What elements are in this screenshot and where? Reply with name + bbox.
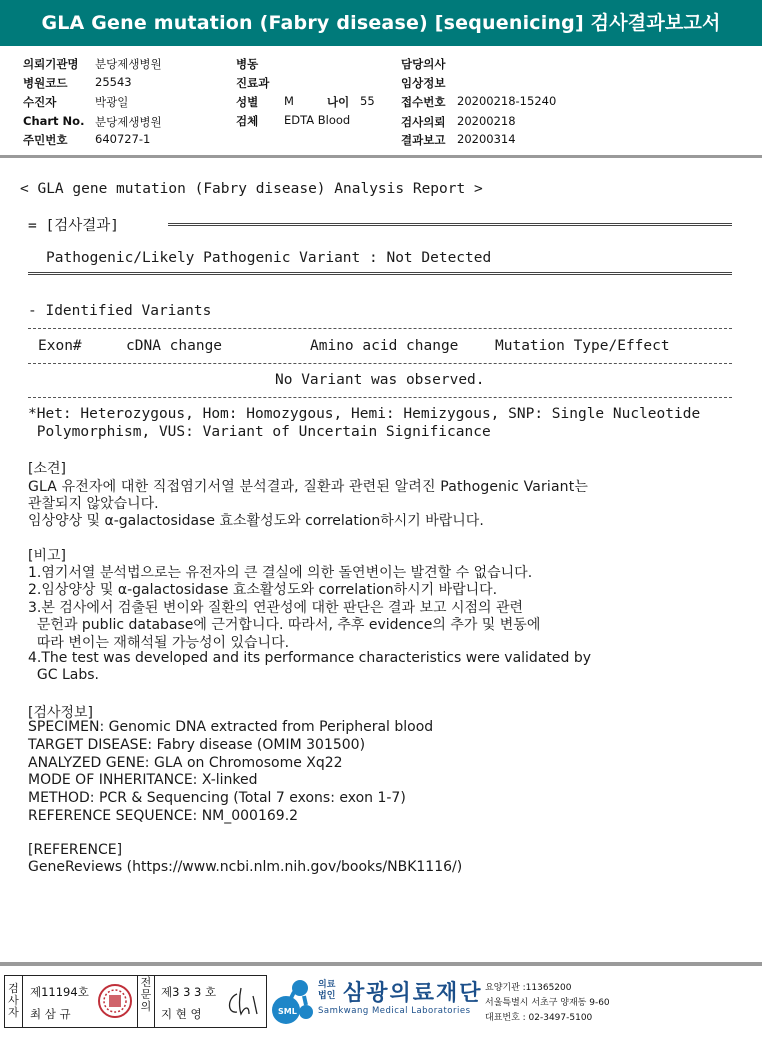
info-row [23,75,132,91]
seal-stamp [97,983,133,1019]
test-info-line: MODE OF INHERITANCE: X-linked [28,772,258,788]
opinion-title: [소견] [28,461,66,477]
specialist-license: 제3 3 3 호 [161,985,217,999]
specialist-label-text: 전문의 [140,976,152,1013]
info-value: 20200218 [457,114,516,128]
no-variant-text: No Variant was observed. [275,372,485,388]
test-info-line: ANALYZED GENE: GLA on Chromosome Xq22 [28,755,343,771]
test-info-line: SPECIMEN: Genomic DNA extracted from Peripheral blood [28,719,434,735]
age-label: 나이 [327,95,350,109]
result-line: Pathogenic/Likely Pathogenic Variant : Not Detected [46,250,492,266]
age-row [327,94,375,110]
org-prefix-line: 의료 [318,980,336,990]
header-divider [0,155,762,158]
opinion-line: 관찰되지 않았습니다. [28,496,159,512]
remarks-line: 1.염기서열 분석법으로는 유전자의 큰 결실에 의한 돌연변이는 발견할 수 없습니다. [28,565,533,581]
test-info-line: TARGET DISEASE: Fabry disease (OMIM 301500) [28,737,366,753]
info-row [236,56,258,72]
info-label: Chart No. [23,114,85,128]
remarks-title: [비고] [28,548,66,564]
test-info-line: REFERENCE SEQUENCE: NM_000169.2 [28,808,299,824]
remarks-line: 4.The test was developed and its performance characteristics were validated by [28,650,592,666]
info-row [236,75,269,91]
table-header: Mutation Type/Effect [495,338,670,354]
info-label: 의뢰기관명 [23,57,79,71]
double-rule [168,223,732,226]
tester-name: 최 삼 규 [30,1007,71,1021]
info-value: 박광일 [95,95,129,109]
tester-label-text: 검사자 [8,982,19,1019]
info-label: 검체 [236,114,259,128]
footer-divider [0,962,762,966]
info-row [23,114,162,129]
table-header: Exon# [38,338,82,354]
info-label: 담당의사 [401,57,446,71]
result-section-title: = [검사결과] [28,218,128,234]
info-value: M [284,94,294,108]
info-label: 검사의뢰 [401,115,446,129]
tester-label [5,976,23,1027]
org-name: 삼광의료재단 [343,981,483,1006]
logo-text: SML [278,1007,297,1016]
info-label: 주민번호 [23,133,68,147]
info-value: 25543 [95,75,132,89]
specialist-label [137,976,155,1027]
signature-box [4,975,267,1028]
age-value: 55 [360,94,375,108]
report-heading: < GLA gene mutation (Fabry disease) Analysis Report > [20,181,483,197]
info-row [401,75,445,91]
identified-variants-heading: - Identified Variants [28,303,212,319]
info-label: 병동 [236,57,259,71]
info-label: 접수번호 [401,95,446,109]
info-value: EDTA Blood [284,113,351,127]
test-info-line: METHOD: PCR & Sequencing (Total 7 exons: exon 1-7) [28,790,406,806]
info-label: 수진자 [23,95,57,109]
info-value: 20200218-15240 [457,94,557,108]
table-header: cDNA change [126,338,223,354]
org-english-name: Samkwang Medical Laboratories [318,1006,471,1016]
report-title: GLA Gene mutation (Fabry disease) [sequenicing] 검사결과보고서 [0,0,762,46]
info-row [401,132,516,148]
opinion-line: 임상양상 및 α-galactosidase 효소활성도와 correlation하시기 바랍니다. [28,513,484,529]
tester-license: 제11194호 [30,985,89,999]
info-label: 결과보고 [401,133,446,147]
abbreviation-line: *Het: Heterozygous, Hom: Homozygous, Hemi: Hemizygous, SNP: Single Nucleotide [28,406,701,422]
table-header: Amino acid change [310,338,459,354]
remarks-line: 3.본 검사에서 검출된 변이와 질환의 연관성에 대한 판단은 결과 보고 시점의 관련 [28,600,524,616]
info-label: 병원코드 [23,76,68,90]
dashed-rule [28,363,732,364]
test-info-title: [검사정보] [28,705,94,721]
org-prefix [318,980,335,1002]
handwritten-signature [223,984,263,1020]
remarks-line: 따라 변이는 재해석될 가능성이 있습니다. [28,635,290,651]
org-address: 서울특별시 서초구 양재동 9-60 [485,998,610,1008]
org-code: 요양기관 :11365200 [485,983,572,993]
info-row [401,114,516,130]
remarks-line: GC Labs. [28,667,99,683]
info-row [23,132,151,148]
abbreviation-line: Polymorphism, VUS: Variant of Uncertain Significance [28,424,491,440]
info-row [23,56,162,72]
org-prefix-line: 법인 [318,991,336,1001]
info-value: 분당제생병원 [95,57,162,71]
info-label: 임상정보 [401,76,446,90]
info-row [401,56,445,72]
info-row [401,94,557,110]
reference-line: GeneReviews (https://www.ncbi.nlm.nih.gov/books/NBK1116/) [28,859,463,875]
opinion-line: GLA 유전자에 대한 직접염기서열 분석결과, 질환과 관련된 알려진 Pathogenic Variant는 [28,479,589,495]
dashed-rule [28,328,732,329]
info-row [23,94,129,110]
info-value: 640727-1 [95,132,151,146]
info-row [236,113,351,129]
remarks-line: 2.임상양상 및 α-galactosidase 효소활성도와 correlation하시기 바랍니다. [28,582,498,598]
info-label: 진료과 [236,76,270,90]
info-value: 20200314 [457,132,516,146]
org-phone: 대표번호 : 02-3497-5100 [485,1013,593,1023]
sml-logo-icon [270,976,316,1028]
info-row [236,94,294,110]
dashed-rule [28,397,732,398]
specialist-name: 지 현 영 [161,1007,202,1021]
reference-title: [REFERENCE] [28,842,123,858]
info-value: 분당제생병원 [95,115,162,129]
info-label: 성별 [236,95,259,109]
double-rule [28,272,732,275]
remarks-line: 문헌과 public database에 근거합니다. 따라서, 추후 evidence의 추가 및 변동에 [28,617,541,633]
